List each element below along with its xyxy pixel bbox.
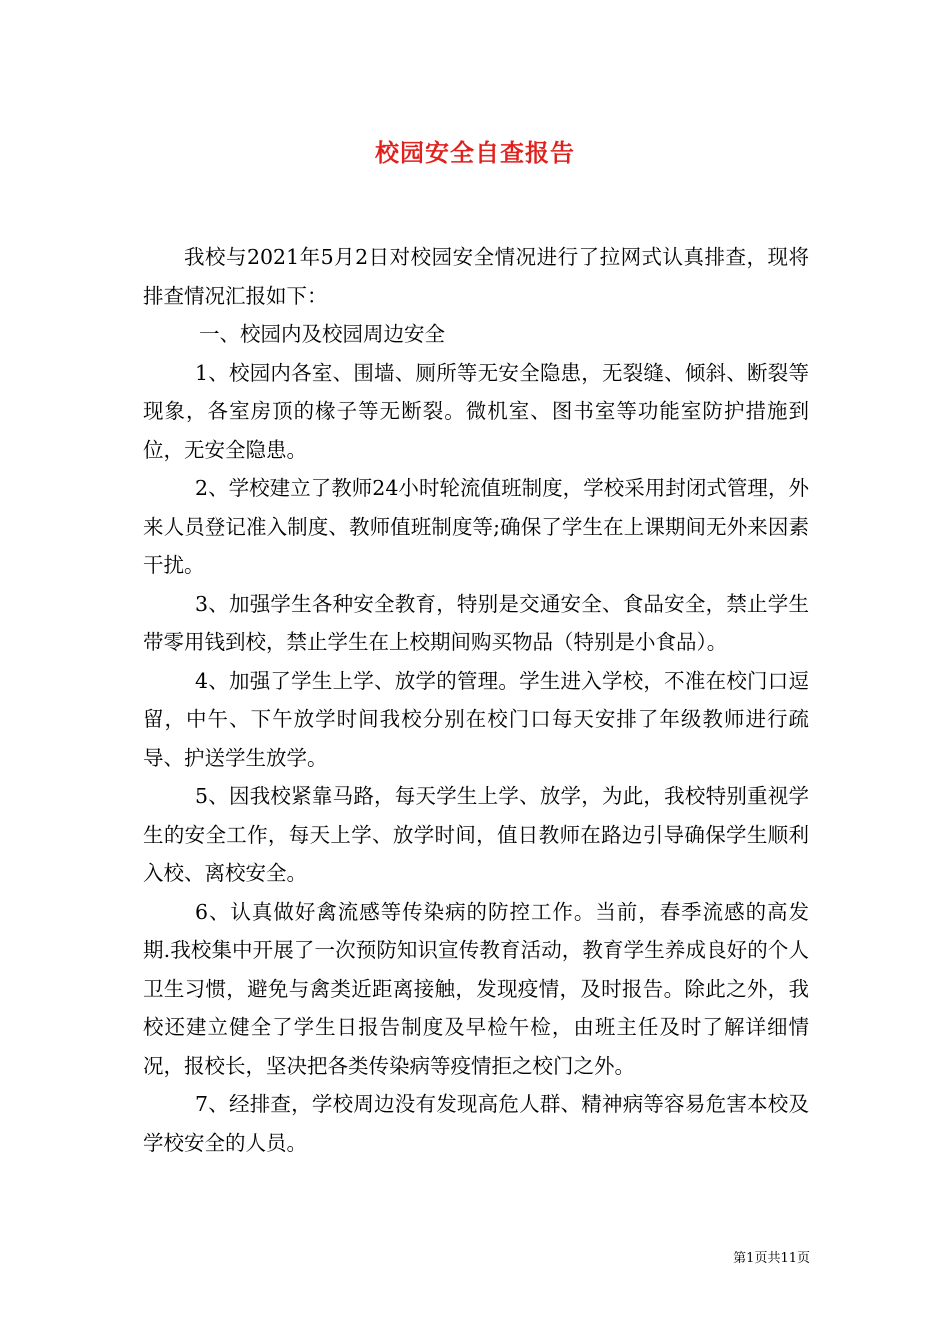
section-heading: 一、校园内及校园周边安全: [199, 322, 445, 346]
list-item: 1、校园内各室、围墙、厕所等无安全隐患，无裂缝、倾斜、断裂等现象，各室房顶的椽子等无断裂。微机室、图书室等功能室防护措施到位，无安全隐患。: [143, 360, 809, 462]
document-body: [143, 238, 809, 1162]
list-item: 4、加强了学生上学、放学的管理。学生进入学校，不准在校门口逗留，中午、下午放学时间我校分别在校门口每天安排了年级教师进行疏导、护送学生放学。: [143, 668, 809, 770]
list-item: 3、加强学生各种安全教育，特别是交通安全、食品安全，禁止学生带零用钱到校，禁止学生在上校期间购买物品（特别是小食品）。: [143, 591, 809, 654]
document-title: 校园安全自查报告: [375, 138, 575, 167]
list-item: 7、经排查，学校周边没有发现高危人群、精神病等容易危害本校及学校安全的人员。: [143, 1092, 809, 1155]
intro-paragraph: 我校与2021年5月2日对校园安全情况进行了拉网式认真排查，现将排查情况汇报如下：: [143, 245, 809, 308]
list-item: 6、认真做好禽流感等传染病的防控工作。当前，春季流感的高发期.我校集中开展了一次预防知识宣传教育活动，教育学生养成良好的个人卫生习惯，避免与禽类近距离接触，发现疫情，及时报告。除此之外，我校还建立健全了学生日报告制度及早检午检，由班主任及时了解详细情况，报校长，坚决把各类传染病等疫情拒之校门之外。: [143, 899, 809, 1078]
page-number: 第1页共11页: [733, 1251, 810, 1266]
list-item: 2、学校建立了教师24小时轮流值班制度，学校采用封闭式管理，外来人员登记准入制度、教师值班制度等;确保了学生在上课期间无外来因素干扰。: [143, 476, 809, 577]
list-item: 5、因我校紧靠马路，每天学生上学、放学，为此，我校特别重视学生的安全工作，每天上学、放学时间，值日教师在路边引导确保学生顺利入校、离校安全。: [143, 784, 809, 885]
